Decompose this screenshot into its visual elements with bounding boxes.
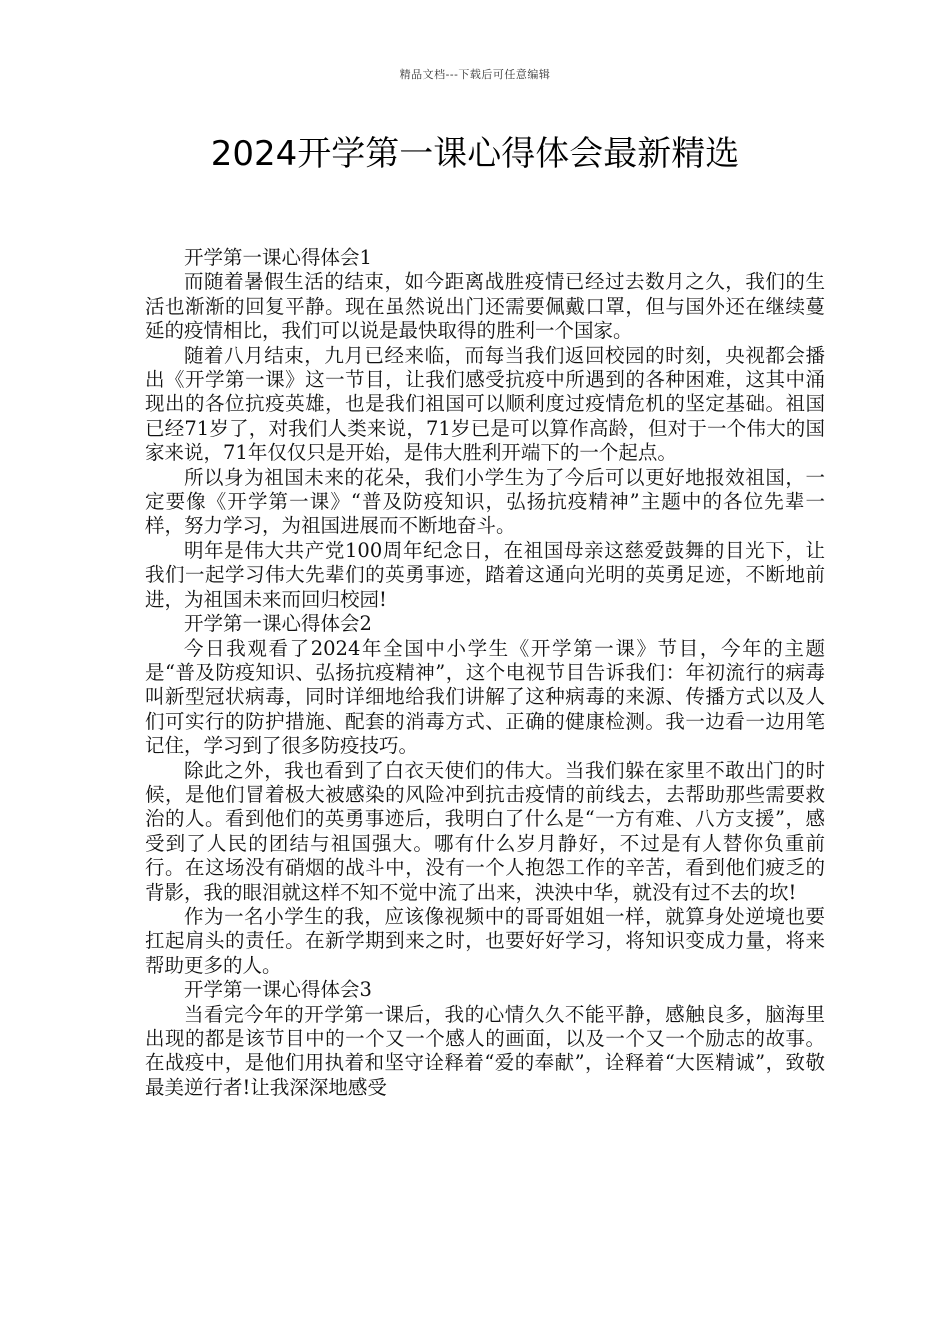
paragraph: 作为一名小学生的我，应该像视频中的哥哥姐姐一样，就算身处逆境也要扛起肩头的责任。在新学期到来之时，也要好好学习，将知识变成力量，将来帮助更多的人。 — [145, 904, 825, 977]
document-title: 2024开学第一课心得体会最新精选 — [210, 134, 740, 174]
paragraph: 所以身为祖国未来的花朵，我们小学生为了今后可以更好地报效祖国，一定要像《开学第一课》“普及防疫知识，弘扬抗疫精神”主题中的各位先辈一样，努力学习，为祖国进展而不断地奋斗。 — [145, 465, 825, 538]
section-heading-1: 开学第一课心得体会1 — [184, 246, 372, 269]
paragraph: 而随着暑假生活的结束，如今距离战胜疫情已经过去数月之久，我们的生活也渐渐的回复平静。现在虽然说出门还需要佩戴口罩，但与国外还在继续蔓延的疫情相比，我们可以说是最快取得的胜利一个国家。 — [145, 270, 825, 343]
paragraph: 今日我观看了2024年全国中小学生《开学第一课》节目，今年的主题是“普及防疫知识、弘扬抗疫精神”，这个电视节目告诉我们：年初流行的病毒叫新型冠状病毒，同时详细地给我们讲解了这种病毒的来源、传播方式以及人们可实行的防护措施、配套的消毒方式、正确的健康检测。我一边看一边用笔记住，学习到了很多防疫技巧。 — [145, 636, 825, 758]
section-heading-2: 开学第一课心得体会2 — [184, 612, 372, 636]
paragraph: 明年是伟大共产党100周年纪念日，在祖国母亲这慈爱鼓舞的目光下，让我们一起学习伟大先辈们的英勇事迹，踏着这通向光明的英勇足迹，不断地前进，为祖国未来而回归校园! — [145, 538, 825, 611]
paragraph: 除此之外，我也看到了白衣天使们的伟大。当我们躲在家里不敢出门的时候，是他们冒着极大被感染的风险冲到抗击疫情的前线去，去帮助那些需要救治的人。看到他们的英勇事迹后，我明白了什么是“一方有难、八方支援”，感受到了人民的团结与祖国强大。哪有什么岁月静好，不过是有人替你负重前行。在这场没有硝烟的战斗中，没有一个人抱怨工作的辛苦，看到他们疲乏的背影，我的眼泪就这样不知不觉中流了出来，泱泱中华，就没有过不去的坎! — [145, 758, 825, 904]
header-note: 精品文档---下载后可任意编辑 — [399, 68, 551, 81]
section-heading-3: 开学第一课心得体会3 — [184, 978, 372, 1002]
document-body — [145, 246, 825, 1100]
paragraph: 当看完今年的开学第一课后，我的心情久久不能平静，感触良多，脑海里出现的都是该节目中的一个又一个感人的画面，以及一个又一个励志的故事。在战疫中，是他们用执着和坚守诠释着“爱的奉献”，诠释着“大医精诚”，致敬最美逆行者!让我深深地感受 — [145, 1002, 825, 1099]
paragraph: 随着八月结束，九月已经来临，而每当我们返回校园的时刻，央视都会播出《开学第一课》这一节目，让我们感受抗疫中所遇到的各种困难，这其中涌现出的各位抗疫英雄，也是我们祖国可以顺利度过疫情危机的坚定基础。祖国已经71岁了，对我们人类来说，71岁已是可以算作高龄，但对于一个伟大的国家来说，71年仅仅只是开始，是伟大胜利开端下的一个起点。 — [145, 343, 825, 465]
